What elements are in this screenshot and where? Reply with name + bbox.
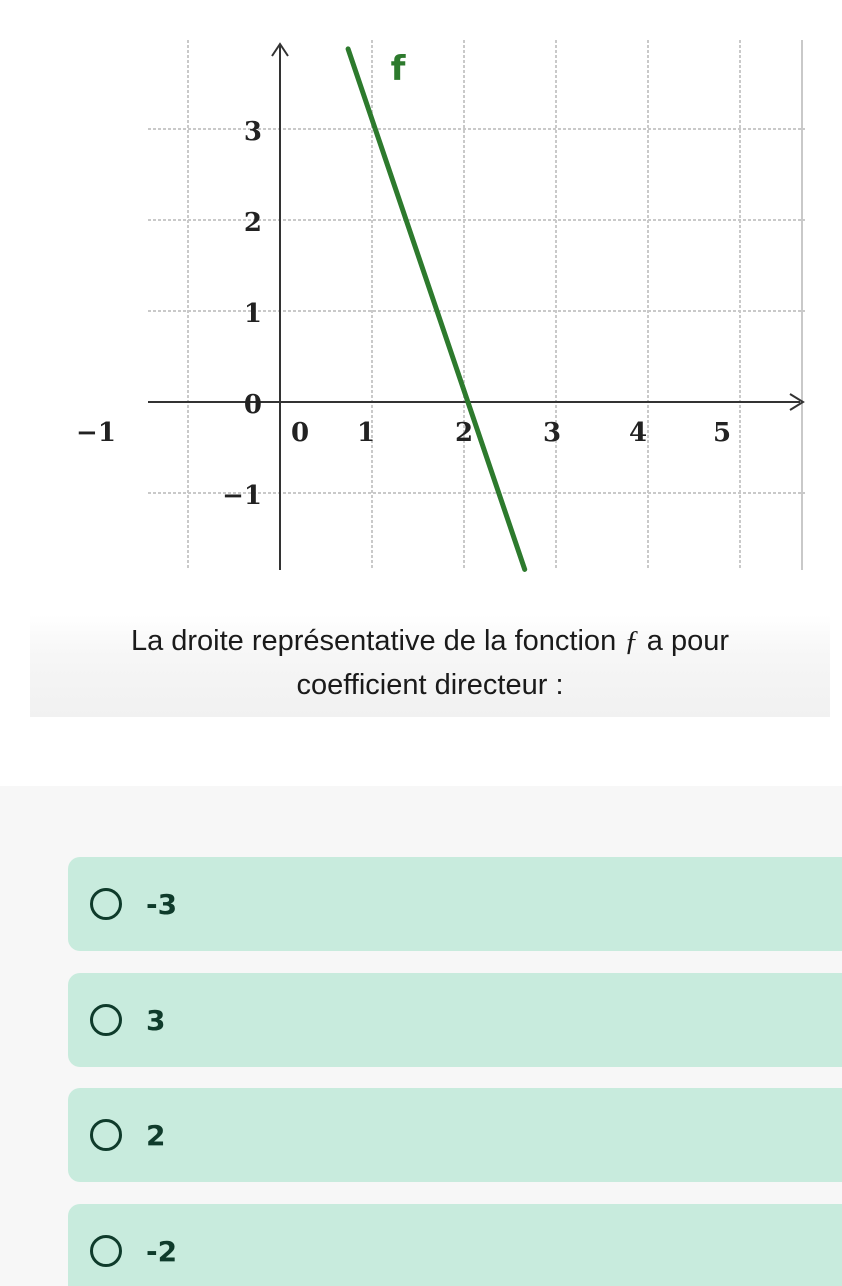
question-text [30, 615, 830, 717]
radio-circle-icon[interactable] [90, 888, 122, 920]
y-tick-label: −1 [222, 481, 262, 511]
series-line-f [348, 49, 525, 570]
x-tick-label: 1 [356, 418, 376, 448]
series-label: f [390, 49, 406, 89]
answer-label: 2 [146, 1118, 166, 1152]
tick-labels [76, 117, 731, 511]
x-tick-label: 2 [454, 418, 474, 448]
x-tick-label: 3 [542, 418, 562, 448]
series-lines [348, 49, 525, 570]
answer-label: -2 [146, 1234, 178, 1268]
function-graph [0, 0, 842, 600]
y-tick-label: 1 [243, 299, 262, 329]
y-tick-label: 2 [243, 208, 262, 238]
y-tick-label: 0 [243, 390, 262, 420]
answer-label: -3 [146, 887, 178, 921]
x-tick-label: −1 [76, 418, 116, 448]
radio-circle-icon[interactable] [90, 1004, 122, 1036]
answer-label: 3 [146, 1003, 166, 1037]
answers-area [0, 786, 842, 1286]
function-symbol: ƒ [624, 625, 639, 657]
question-text-line2: coefficient directeur : [296, 669, 564, 701]
answer-option-1[interactable] [68, 857, 842, 951]
answer-option-4[interactable] [68, 1204, 842, 1286]
radio-circle-icon[interactable] [90, 1235, 122, 1267]
question-text-part1: La droite représentative de la fonction [130, 625, 625, 657]
answer-option-2[interactable] [68, 973, 842, 1067]
radio-circle-icon[interactable] [90, 1119, 122, 1151]
x-tick-label: 0 [290, 418, 310, 448]
answer-option-3[interactable] [68, 1088, 842, 1182]
question-text-part2: a pour [638, 625, 730, 657]
x-tick-label: 5 [712, 418, 732, 448]
y-tick-label: 3 [243, 117, 262, 147]
x-tick-label: 4 [628, 418, 648, 448]
